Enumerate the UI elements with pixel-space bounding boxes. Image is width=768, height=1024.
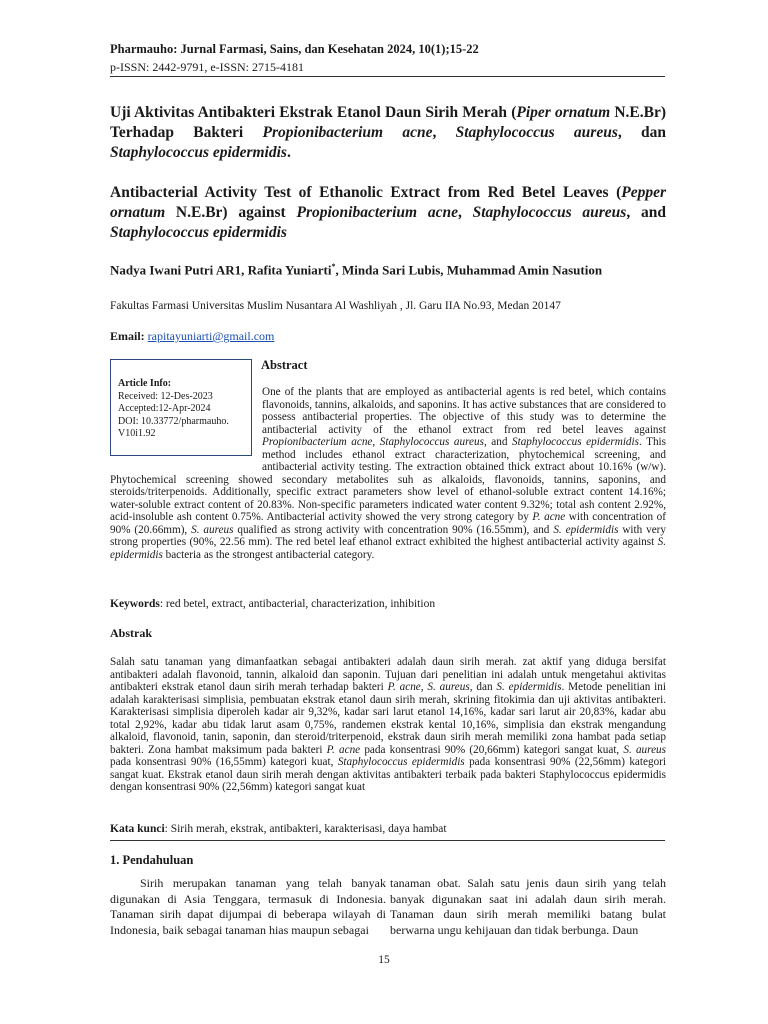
abstrak-heading: Abstrak [110,626,153,640]
article-info-label: Article Info: [118,378,172,389]
email-line: Email: rapitayuniarti@gmail.com [110,329,275,343]
kata-kunci: Kata kunci: Sirih merah, ekstrak, antibakteri, karakterisasi, daya hambat [110,823,447,835]
page-number: 15 [378,954,390,966]
title-english: Antibacterial Activity Test of Ethanolic Extract from Red Betel Leaves (Pepper ornatum N.E.Br) against Propionibacterium acne, Staphylococcus aureus, and Staphylococcus epidermidis [110,184,666,241]
section-heading: 1. Pendahuluan [110,853,194,867]
body-column-right: tanaman obat. Salah satu jenis daun sirih yang telah banyak digunakan saat ini adalah daun sirih merah. Tanaman daun sirih merah memiliki batang bulat berwarna ungu kehijauan dan tidak berbunga. Daun [390,876,666,937]
affiliation: Fakultas Farmasi Universitas Muslim Nusantara Al Washliyah , Jl. Garu IIA No.93, Medan 20147 [110,300,561,312]
email-link[interactable]: rapitayuniarti@gmail.com [147,329,275,343]
header-divider [110,76,665,77]
abstract-body: One of the plants that are employed as antibacterial agents is red betel, which contains flavonoids, tannins, alkaloids, and saponins. It has active substances that are considered to possess antibacterial properties. The objective of this study was to determine the antibacterial activity of the ethanol extract from red betel leaves against Propionibacterium acne, Staphylococcus aureus, and Staphylococcus epidermidis. This method includes ethanol extract characterization, phytochemical screening, and antibacterial activity testing. The extraction obtained thick extract about 10.16% (w/w). Phytochemical screening showed secondary metabolites suh as alkaloids, flavonoids, tannins, saponins, and steroids/triterpenoids. Additionally, specific extract parameters show level of ethanol-soluble extract content 14.16%; water-soluble extract content of 20.83%. Non-specific parameters indicated water content 9.32%; total ash content 2.92%, acid-insoluble ash content 0.75%. Antibacterial activity showed the very strong category by P. acne with concentration of 90% (20.66mm), S. aureus qualified as strong activity with concentration 90% (16.55mm), and S. epidermidis with very strong properties (90%, 22.56 mm). The red betel leaf ethanol extract exhibited the highest antibacterial activity against S. epidermidis bacteria as the strongest antibacterial category. [110,386,667,561]
keywords: Keywords: red betel, extract, antibacterial, characterization, inhibition [110,598,436,610]
volume: V10i1.92 [118,428,156,439]
issn-line: p-ISSN: 2442-9791, e-ISSN: 2715-4181 [110,60,304,74]
abstract-heading: Abstract [261,358,308,372]
author-list: Nadya Iwani Putri AR1, Rafita Yuniarti*, Minda Sari Lubis, Muhammad Amin Nasution [110,262,603,278]
title-indonesian: Uji Aktivitas Antibakteri Ekstrak Etanol Daun Sirih Merah (Piper ornatum N.E.Br) Terhadap Bakteri Propionibacterium acne, Staphylococcus aureus, dan Staphylococcus epidermidis. [110,104,667,161]
doi: DOI: 10.33772/pharmauho. [118,415,229,427]
accepted-date: Accepted:12-Apr-2024 [118,403,211,414]
section-divider [110,840,665,841]
received-date: Received: 12-Des-2023 [118,390,213,402]
body-column-left: Sirih merupakan tanaman yang telah banyak digunakan di Asia Tenggara, termasuk di Indonesia. Tanaman sirih dapat dijumpai di beberapa wilayah di Indonesia, baik sebagai tanaman hias maupun sebagai [110,876,386,937]
abstrak-body: Salah satu tanaman yang dimanfaatkan sebagai antibakteri adalah daun sirih merah. zat aktif yang diduga bersifat antibakteri adalah flavonoid, tannin, alkaloid dan saponin. Tujuan dari penelitian ini adalah untuk mengetahui aktivitas antibakteri ekstrak etanol daun sirih merah terhadap bakteri P. acne, S. aureus, dan S. epidermidis. Metode penelitian ini adalah karakterisasi simplisia, pembuatan ekstrak etanol daun sirih merah, skrining fitokimia dan uji aktivitas antibakteri. Karakterisasi simplisia diperoleh kadar air 9,32%, kadar sari larut etanol 14,16%, kadar sari larut air 20,83%, kadar abu total 2,92%, kadar abu tidak larut asam 0,75%, randemen ekstrak kental 10,16%, simplisia dan ekstrak mengandung alkaloid, flavonoid, tanin, saponin, dan steroid/triterpenoid, ekstrak daun sirih merah memiliki zona hambat pada setiap bakteri. Zona hambat maksimum pada bakteri P. acne pada konsentrasi 90% (20,66mm) kategori sangat kuat, S. aureus pada konsentrasi 90% (16,55mm) kategori kuat, Staphylococcus epidermidis pada konsentrasi 90% (22,56mm) kategori sangat kuat. Ekstrak etanol daun sirih merah dengan aktivitas antibakteri terbaik pada bakteri Staphylococcus epidermidis dengan konsentrasi 90% (22,56mm) kategori sangat kuat [110,656,666,793]
journal-header: Pharmauho: Jurnal Farmasi, Sains, dan Kesehatan 2024, 10(1);15-22 [110,42,479,56]
